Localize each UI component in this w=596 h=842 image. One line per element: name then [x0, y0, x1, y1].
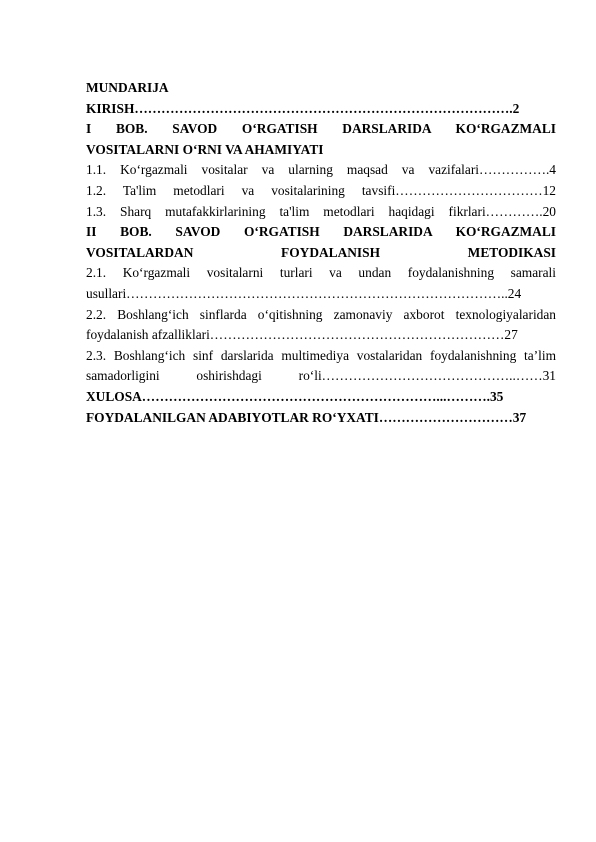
toc-entry-2-3-line-1: 2.3. Boshlang‘ich sinf darslarida multimediya vostalaridan foydalanishning ta’lim	[86, 347, 556, 363]
toc-entry-1-3: 1.3. Sharq mutafakkirlarining ta'lim metodlari haqidagi fikrlari………….20	[86, 203, 556, 219]
toc-entry-intro: KIRISH………………………………………………………………………….2	[86, 100, 520, 116]
toc-entry-1-2: 1.2. Ta'lim metodlari va vositalarining tavsifi……………………………12	[86, 182, 556, 198]
table-of-contents	[86, 78, 556, 428]
toc-entry-1-1: 1.1. Ko‘rgazmali vositalar va ularning maqsad va vazifalari…………….4	[86, 162, 556, 178]
toc-entry-2-1-line-2: usullari…………………………………………………………………………..24	[86, 285, 522, 301]
toc-chapter-2-line-1: II BOB. SAVOD O‘RGATISH DARSLARIDA KO‘RGAZMALI	[86, 224, 556, 240]
toc-entry-conclusion: XULOSA…………………………………………………………...……….35	[86, 388, 504, 404]
toc-title: MUNDARIJA	[86, 80, 169, 95]
toc-entry-2-2-line-2: foydalanish afzalliklari…………………………………………………………27	[86, 327, 518, 343]
toc-entry-2-1-line-1: 2.1. Ko‘rgazmali vositalarni turlari va undan foydalanishning samarali	[86, 265, 556, 281]
toc-entry-references: FOYDALANILGAN ADABIYOTLAR RO‘YXATI…………………………37	[86, 409, 527, 425]
toc-entry-2-2-line-1: 2.2. Boshlang‘ich sinflarda o‘qitishning zamonaviy axborot texnologiyalaridan	[86, 306, 556, 322]
toc-entry-2-3-line-2: samadorligini oshirishdagi ro‘li……………………………………..……31	[86, 368, 556, 384]
toc-chapter-1-line-1: I BOB. SAVOD O‘RGATISH DARSLARIDA KO‘RGAZMALI	[86, 121, 556, 137]
toc-chapter-1-line-2: VOSITALARNI O‘RNI VA AHAMIYATI	[86, 141, 324, 157]
toc-chapter-2-line-2: VOSITALARDAN FOYDALANISH METODIKASI	[86, 244, 556, 260]
